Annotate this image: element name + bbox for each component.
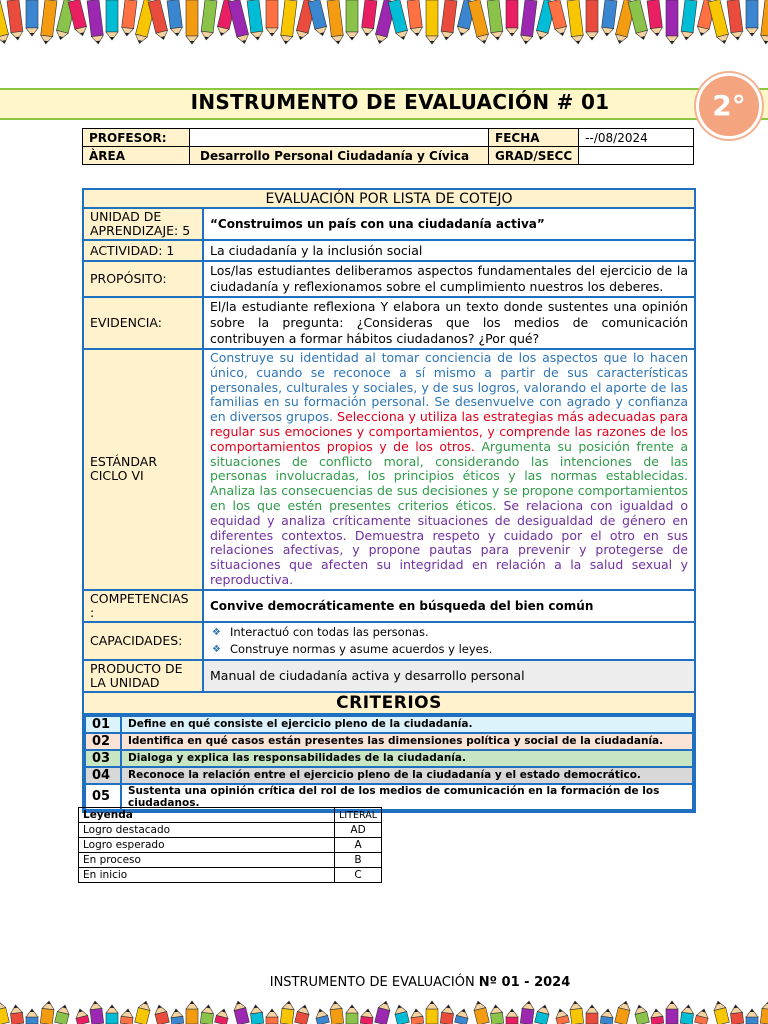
pencil-icon [666,0,678,44]
unidad-label: UNIDAD DE APRENDIZAJE: 5 [83,208,203,240]
legend-row [79,838,382,853]
pencil-icon [280,0,297,45]
criterion-text: Identifica en qué casos están presentes las dimensiones política y social de la ciudadanía. [121,733,693,750]
competencias-label: COMPETENCIAS : [83,590,203,622]
legend-table [78,807,382,883]
pencil-icon [200,1004,214,1024]
pencil-icon [407,0,423,37]
pencil-icon [106,0,118,40]
grad-label: GRAD/SECC [489,147,579,165]
pencil-icon [666,1001,678,1024]
criterion-number: 01 [85,716,121,733]
pencil-icon [468,0,490,45]
pencil-icon [170,1008,184,1024]
capacidad-item: ❖ Construye normas y asume acuerdos y leyes. [212,641,493,656]
pencil-icon [346,0,358,40]
pencil-icon [26,1009,38,1024]
producto-value: Manual de ciudadanía activa y desarrollo personal [203,660,695,692]
footer-prefix: INSTRUMENTO DE EVALUACIÓN [269,975,479,990]
evaluation-header: EVALUACIÓN POR LISTA DE COTEJO [83,189,695,208]
legend-literal: AD [335,823,382,838]
pencil-border-bottom [0,995,768,1024]
legend-row [79,823,382,838]
pencil-icon [633,1004,649,1024]
pencil-icon [247,0,264,41]
pencil-icon [760,1000,768,1024]
pencil-icon [186,1001,198,1024]
pencil-icon [680,0,697,41]
diamond-bullet-icon: ❖ [212,643,221,655]
pencil-icon [455,1008,470,1024]
pencil-icon [440,0,457,41]
pencil-icon [440,1004,454,1024]
criteria-table [84,715,694,811]
pencil-icon [426,0,438,44]
profesor-value [190,129,489,147]
pencil-icon [9,1004,23,1024]
unidad-value: “Construimos un país con una ciudadanía activa” [203,208,695,240]
criterion-row [85,750,693,767]
pencil-icon [729,1004,743,1024]
pencil-icon [186,0,198,44]
pencil-icon [232,1000,249,1024]
pencil-icon [215,1008,230,1024]
criterion-number: 05 [85,784,121,810]
pencil-icon [314,1008,329,1024]
evidencia-label: EVIDENCIA: [83,297,203,349]
pencil-icon [167,0,183,37]
pencil-icon [327,0,344,45]
estandar-genero: Se relaciona con igualdad o equidad y analiza críticamente situaciones de desigualdad de género en diferentes contextos. Demuestra respeto y cuidado por el otro en sus relaciones afectivas, y propone pautas para prevenir y protegerse de situaciones que afecten su integridad en relación a la salud sexual y reproductiva. [210,497,688,587]
pencil-icon [489,1004,503,1024]
pencil-icon [506,0,518,36]
criterion-text: Dialoga y explica las responsabilidades de la ciudadanía. [121,750,693,767]
legend-label: Logro destacado [79,823,335,838]
criterion-row [85,767,693,784]
info-table [82,128,694,165]
pencil-icon [506,1009,518,1024]
pencil-icon [746,0,758,36]
estandar-emociones: Selecciona y utiliza las estrategias más adecuadas para regular sus emociones y comportamientos, y comprende las razones de los comportamientos propios y de los otros. [210,409,688,454]
pencil-icon [40,0,57,45]
pencil-icon [26,0,38,36]
pencil-icon [329,1000,344,1024]
pencil-icon [535,1004,551,1024]
pencil-icon [74,1008,89,1024]
pencil-icon [361,0,377,37]
pencil-icon [135,1000,152,1024]
criterion-text: Define en qué consiste el ejercicio pleno de la ciudadanía. [121,716,693,733]
pencil-icon [727,0,744,41]
pencil-icon [472,1000,489,1024]
criterion-row [85,716,693,733]
footer-number: Nº 01 - 2024 [478,975,571,990]
actividad-value: La ciudadanía y la inclusión social [203,240,695,261]
competencias-value: Convive democráticamente en búsqueda del bien común [203,590,695,622]
legend-label: En proceso [79,853,335,868]
pencil-icon [375,1000,392,1024]
grad-value [579,147,694,165]
criterion-text: Reconoce la relación entre el ejercicio pleno de la ciudadanía y el estado democrático. [121,767,693,784]
proposito-value: Los/las estudiantes deliberamos aspectos fundamentales del ejercicio de la ciudadanía y reflexionamos sobre el cumplimiento nuestros los deberes. [203,261,695,297]
criterion-text: Sustenta una opinión crítica del rol de los medios de comunicación en la formación de los ciudadanos. [121,784,693,810]
profesor-label: PROFESOR: [83,129,190,147]
legend-row [79,853,382,868]
pencil-icon [410,1008,424,1024]
pencil-icon [520,1000,535,1024]
pencil-decoration [0,995,768,1024]
pencil-icon [615,1000,632,1024]
legend-header: Leyenda [79,808,335,823]
legend-literal: A [335,838,382,853]
fecha-label: FECHA [489,129,579,147]
pencil-icon [280,1000,295,1024]
pencil-icon [295,1004,311,1024]
diamond-bullet-icon: ❖ [212,626,221,638]
actividad-label: ACTIVIDAD: 1 [83,240,203,261]
pencil-icon [249,1004,263,1024]
pencil-icon [153,1004,169,1024]
pencil-icon [567,0,584,45]
capacidades-label: CAPACIDADES: [83,622,203,660]
pencil-icon [760,0,768,45]
pencil-icon [55,1004,71,1024]
estandar-label: ESTÁNDAR CICLO VI [83,349,203,590]
pencil-icon [586,1005,598,1024]
area-label: ÀREA [83,147,190,165]
pencil-icon [121,0,137,37]
legend-label: Logro esperado [79,838,335,853]
fecha-value: --/08/2024 [579,129,694,147]
pencil-icon [601,0,617,37]
pencil-icon [600,1008,614,1024]
pencil-icon [680,1004,694,1024]
pencil-icon [89,1000,104,1024]
legend-literal: B [335,853,382,868]
capacidad-item: ❖ Interactuó con todas las personas. [212,624,429,639]
legend-label: En inicio [79,868,335,883]
pencil-icon [426,1001,438,1024]
capacidades-list [203,622,695,660]
criterion-row [85,733,693,750]
legend-row [79,868,382,883]
pencil-icon [554,1008,569,1024]
criterion-row [85,784,693,810]
pencil-icon [586,0,598,40]
pencil-icon [520,0,537,45]
pencil-icon [87,0,104,45]
pencil-icon [106,1005,118,1024]
pencil-icon [393,1004,409,1024]
pencil-icon [266,0,278,36]
document-title: INSTRUMENTO DE EVALUACIÓN # 01 [190,90,610,114]
pencil-icon [360,1008,374,1024]
pencil-icon [346,1005,358,1024]
pencil-icon [487,0,504,41]
producto-label: PRODUCTO DE LA UNIDAD [83,660,203,692]
pencil-icon [708,0,730,45]
pencil-icon [200,0,217,41]
estandar-etica: Argumenta su posición frente a situaciones de conflicto moral, considerando las intenciones de las personas involucradas, los principios éticos y las normas establecidas. Analiza las consecuencias de sus decisiones y se propone comportamientos en los que estén presentes criterios éticos. [210,438,688,513]
pencil-icon [746,1009,758,1024]
pencil-icon [40,1000,55,1024]
grade-badge: 2° [696,73,762,139]
pencil-icon [650,1008,664,1024]
footer [0,975,768,990]
pencil-icon [228,0,250,45]
pencil-icon [569,1000,584,1024]
pencil-icon [647,0,663,37]
criterios-title: CRITERIOS [83,692,695,714]
pencil-icon [120,1008,134,1024]
pencil-border-top [0,0,768,50]
area-value: Desarrollo Personal Ciudadanía y Cívica [190,147,489,165]
proposito-label: PROPÓSITO: [83,261,203,297]
pencil-icon [712,1000,729,1024]
estandar-identidad: Construye su identidad al tomar conciencia de los aspectos que lo hacen único, cuando se reconoce a sí mismo a partir de sus características personales, culturales y sociales, y de sus logros, valorando el aporte de las familias en su formación personal. Se desenvuelve con agrado y confianza en diversos grupos. [210,350,688,425]
estandar-text [203,349,695,590]
pencil-icon [695,1008,710,1024]
evidencia-value: El/la estudiante reflexiona Y elabora un texto donde sustentes una opinión sobre la pregunta: ¿Consideras que los medios de comunicación contribuyen a formar hábitos ciudadanos? ¿Por qué? [203,297,695,349]
legend-literal: C [335,868,382,883]
criterion-number: 02 [85,733,121,750]
pencil-icon [266,1009,278,1024]
legend-literal-header: LITERAL [335,808,382,823]
pencil-icon [0,1000,9,1024]
pencil-decoration [0,0,768,50]
criterion-number: 04 [85,767,121,784]
evaluation-table [82,188,696,813]
criterion-number: 03 [85,750,121,767]
pencil-icon [7,0,24,41]
